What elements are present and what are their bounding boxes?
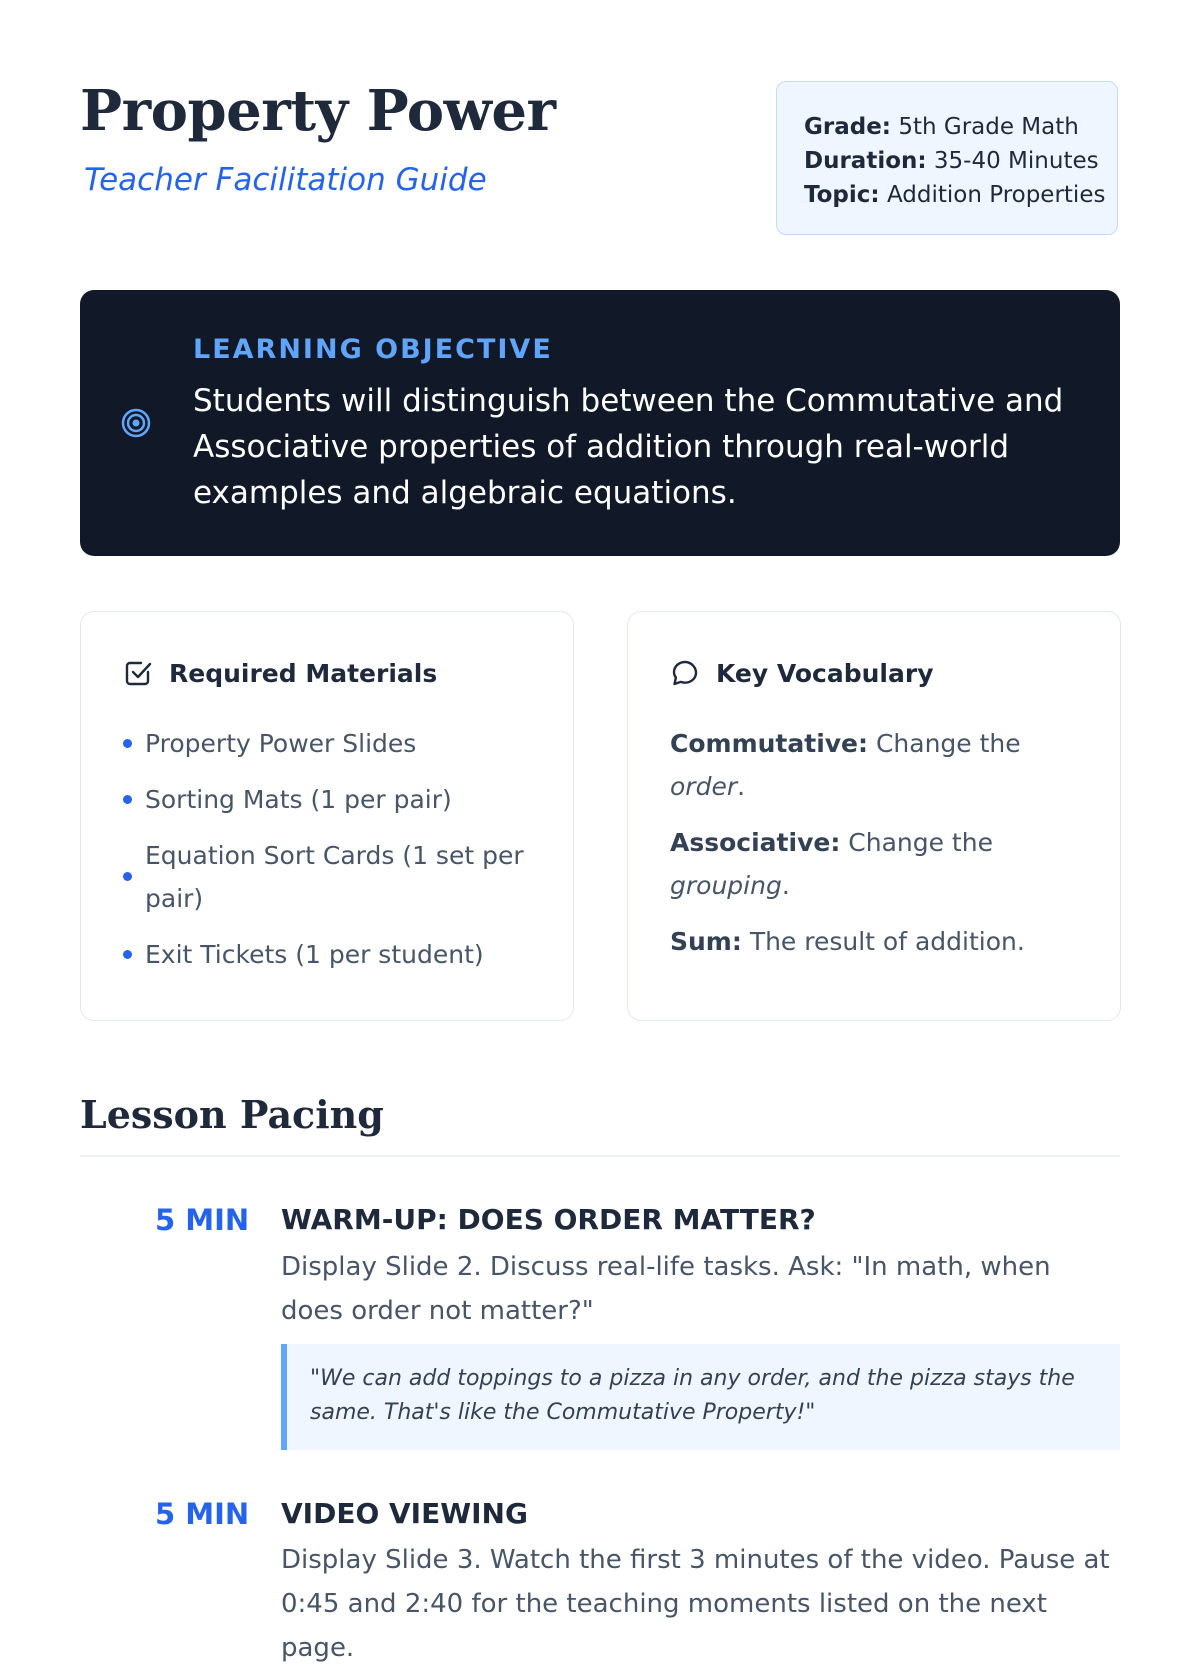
step-1-text: Display Slide 2. Discuss real-life tasks. Ask: "In math, when does order not matter?" (281, 1252, 1051, 1326)
meta-topic (804, 178, 1117, 212)
vocabulary-header (670, 658, 934, 688)
objective-text: Students will distinguish between the Commutative and Associative properties of addition through real-world examples and algebraic equations. (193, 383, 1064, 511)
step-2-time: 5 MIN (155, 1497, 250, 1531)
objective-label: LEARNING OBJECTIVE (193, 334, 553, 365)
section-divider (80, 1155, 1120, 1157)
vocab-emphasis: grouping (670, 871, 782, 900)
meta-grade (804, 110, 1117, 144)
materials-card (80, 611, 574, 1021)
lesson-meta-box (776, 81, 1118, 235)
materials-list (121, 722, 541, 989)
meta-grade-label: Grade: (804, 114, 892, 140)
learning-objective-panel (80, 290, 1120, 556)
vocab-commutative (670, 722, 1070, 808)
step-1-time: 5 MIN (155, 1203, 250, 1237)
materials-header (123, 658, 437, 688)
list-item: Equation Sort Cards (1 set per pair) (121, 834, 541, 920)
vocab-definition: Change the (875, 729, 1021, 758)
page-title: Property Power (80, 78, 556, 144)
step-2-text: Display Slide 3. Watch the first 3 minutes of the video. Pause at 0:45 and 2:40 for the teaching moments listed on the next page. (281, 1545, 1110, 1663)
page-subtitle: Teacher Facilitation Guide (84, 162, 487, 198)
meta-duration (804, 144, 1117, 178)
vocab-sum (670, 920, 1070, 963)
target-icon (120, 407, 152, 439)
vocab-term: Sum: (670, 927, 742, 956)
vocab-end: . (781, 871, 790, 900)
meta-grade-value: 5th Grade Math (898, 114, 1079, 140)
list-item: Sorting Mats (1 per pair) (121, 778, 541, 821)
vocabulary-card (627, 611, 1121, 1021)
step-1-title: WARM-UP: DOES ORDER MATTER? (281, 1203, 816, 1236)
vocab-emphasis: order (670, 772, 738, 801)
vocabulary-title: Key Vocabulary (716, 658, 934, 688)
meta-duration-value: 35-40 Minutes (933, 148, 1099, 174)
meta-topic-label: Topic: (804, 182, 880, 208)
vocab-term: Associative: (670, 828, 841, 857)
pacing-title: Lesson Pacing (80, 1092, 384, 1137)
vocabulary-list (670, 722, 1070, 976)
step-1-quote: "We can add toppings to a pizza in any order, and the pizza stays the same. That's like the Commutative Property!" (281, 1344, 1120, 1450)
vocab-term: Commutative: (670, 729, 869, 758)
speech-bubble-icon (670, 658, 700, 688)
list-item: Property Power Slides (121, 722, 541, 765)
vocab-end: . (737, 772, 746, 801)
checkbox-icon (123, 658, 153, 688)
vocab-associative (670, 821, 1070, 907)
meta-duration-label: Duration: (804, 148, 927, 174)
step-2-title: VIDEO VIEWING (281, 1497, 528, 1530)
vocab-definition: Change the (848, 828, 993, 857)
materials-title: Required Materials (169, 658, 438, 688)
vocab-definition: The result of addition. (749, 927, 1025, 956)
meta-topic-value: Addition Properties (886, 182, 1106, 208)
list-item: Exit Tickets (1 per student) (121, 933, 541, 976)
